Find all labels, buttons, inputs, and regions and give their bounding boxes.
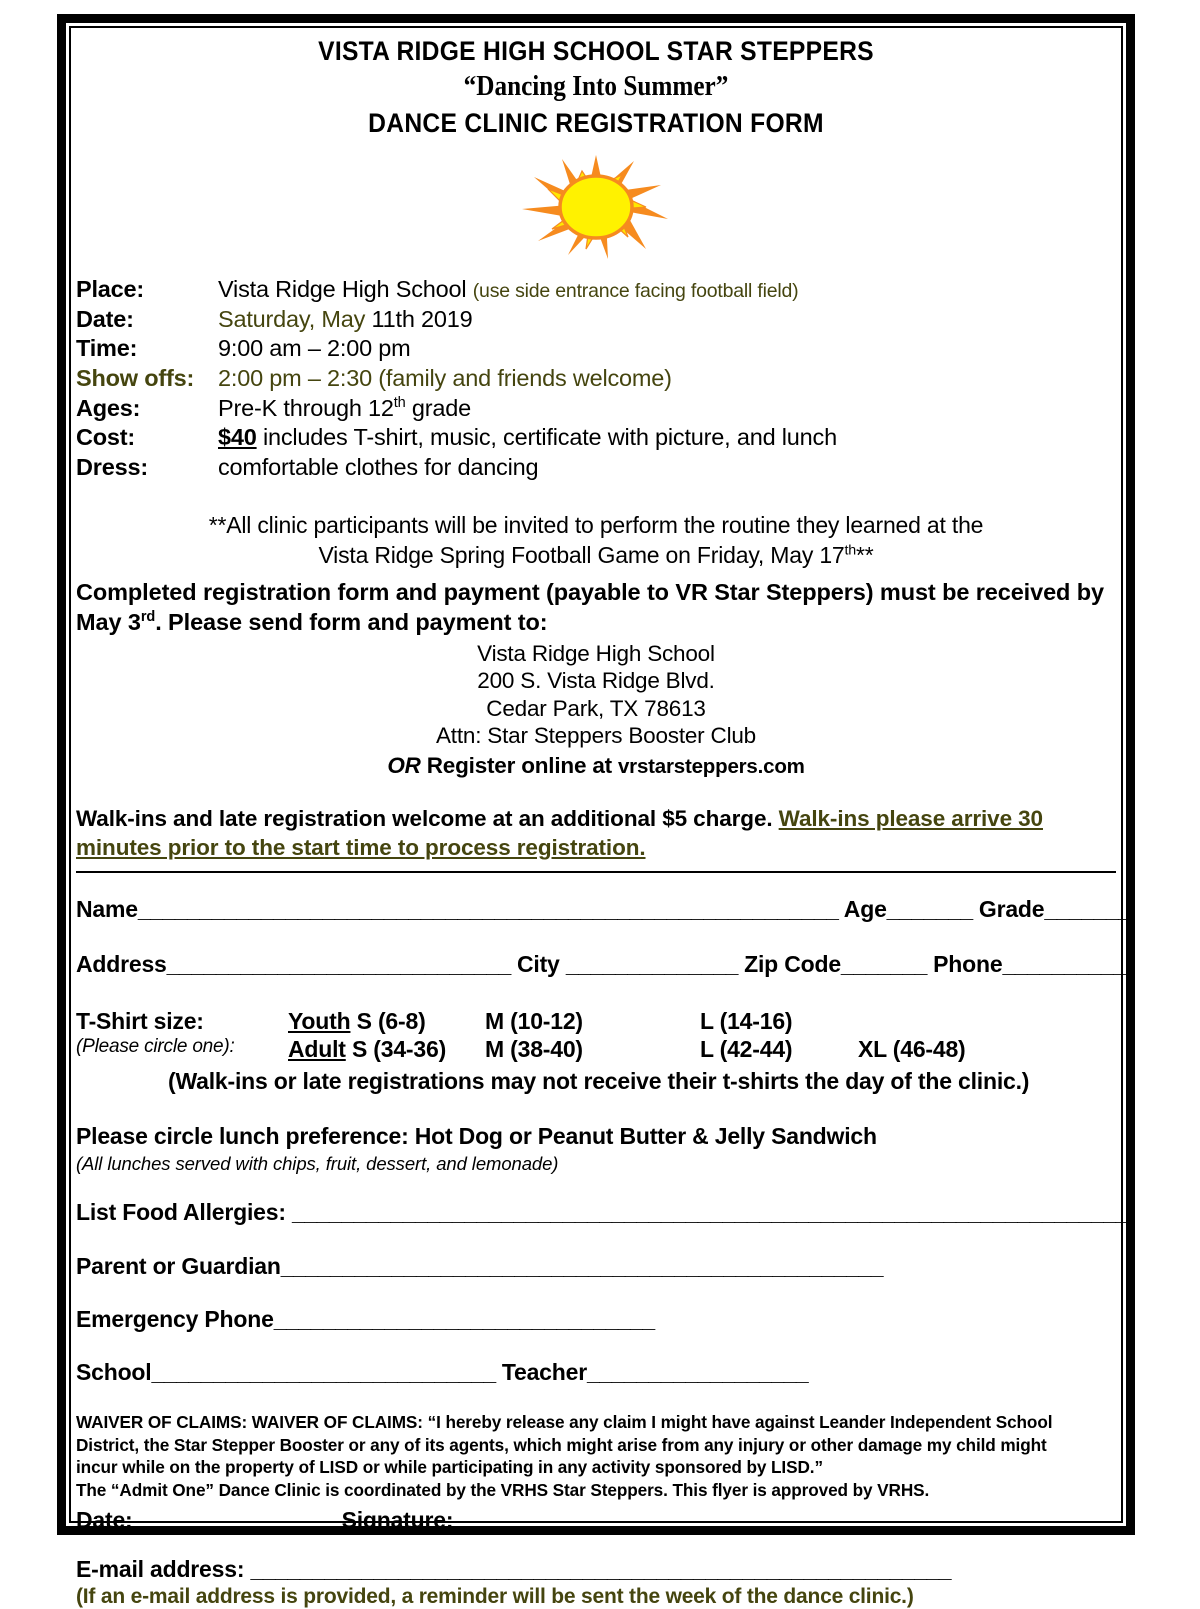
teacher-input-rule[interactable]: __________________ bbox=[586, 1359, 809, 1386]
dress-label: Dress: bbox=[76, 454, 148, 481]
title-organization: VISTA RIDGE HIGH SCHOOL STAR STEPPERS bbox=[318, 36, 874, 66]
name-label: Name bbox=[76, 895, 138, 922]
title-theme: “Dancing Into Summer” bbox=[463, 70, 729, 102]
tshirt-youth-large[interactable]: L (14-16) bbox=[700, 1008, 793, 1035]
grade-input-rule[interactable]: _______ bbox=[1044, 895, 1131, 922]
tshirt-size-section bbox=[76, 1007, 1116, 1095]
tshirt-circle-instruction: (Please circle one): bbox=[76, 1036, 235, 1058]
email-reminder-note: (If an e-mail address is provided, a reminder will be sent the week of the dance clinic.) bbox=[76, 1584, 914, 1608]
zip-input-rule[interactable]: _______ bbox=[840, 950, 927, 977]
mailing-line-school: Vista Ridge High School bbox=[477, 640, 715, 666]
performance-note bbox=[76, 511, 1116, 571]
date-label: Date: bbox=[76, 305, 134, 332]
lunch-prompt[interactable]: Please circle lunch preference: Hot Dog or Peanut Butter & Jelly Sandwich bbox=[76, 1123, 877, 1150]
time-label: Time: bbox=[76, 335, 138, 362]
tshirt-adult-row bbox=[76, 1035, 1116, 1063]
tshirt-title: T-Shirt size: bbox=[76, 1008, 204, 1035]
detail-row-place bbox=[76, 275, 1116, 305]
field-row-emergency-phone bbox=[76, 1307, 1116, 1332]
email-label: E-mail address: bbox=[76, 1555, 251, 1582]
field-row-school bbox=[76, 1360, 1116, 1385]
allergies-input-rule[interactable]: ____________________________________________________________________ bbox=[292, 1199, 1128, 1226]
mailing-line-city: Cedar Park, TX 78613 bbox=[486, 695, 706, 721]
signature-date-input-rule[interactable]: ________________ bbox=[138, 1506, 336, 1533]
field-row-parent bbox=[76, 1254, 1116, 1279]
address-label: Address bbox=[76, 950, 167, 977]
tshirt-youth-small[interactable]: Youth S (6-8) bbox=[288, 1008, 426, 1035]
cost-amount: $40 bbox=[218, 424, 257, 451]
ages-label: Ages: bbox=[76, 394, 141, 421]
cost-value: $40 includes T-shirt, music, certificate with picture, and lunch bbox=[218, 424, 837, 451]
place-note: (use side entrance facing football field) bbox=[472, 279, 799, 302]
event-details-list bbox=[76, 275, 1116, 483]
online-registration-line: OR Register online at vrstarsteppers.com bbox=[387, 752, 805, 778]
lunch-preference-section bbox=[76, 1123, 1116, 1175]
title-form-name: DANCE CLINIC REGISTRATION FORM bbox=[368, 107, 824, 138]
tshirt-adult-small[interactable]: Adult S (34-36) bbox=[288, 1036, 447, 1063]
tshirt-youth-medium[interactable]: M (10-12) bbox=[485, 1008, 583, 1035]
date-value: Saturday, May 11th 2019 bbox=[218, 305, 473, 332]
detail-row-dress bbox=[76, 453, 1116, 483]
address-input-rule[interactable]: ____________________________ bbox=[166, 950, 511, 977]
tshirt-adult-medium[interactable]: M (38-40) bbox=[485, 1036, 583, 1063]
sun-illustration-wrapper bbox=[76, 149, 1116, 261]
tshirt-adult-large[interactable]: L (42-44) bbox=[700, 1036, 793, 1063]
school-label: School bbox=[76, 1359, 152, 1386]
performance-note-line2: Vista Ridge Spring Football Game on Friday, May 17th** bbox=[318, 541, 874, 568]
field-row-name bbox=[76, 895, 1131, 922]
city-input-rule[interactable]: ______________ bbox=[565, 950, 738, 977]
parent-label: Parent or Guardian bbox=[76, 1252, 281, 1279]
waiver-line3: incur while on the property of LISD or while participating in any activity sponsored by LISD.” bbox=[76, 1457, 823, 1478]
waiver-line2: District, the Star Stepper Booster or any of its agents, which might arise from any injury or other damage my child might bbox=[76, 1434, 1047, 1455]
walkins-paragraph bbox=[76, 805, 1116, 863]
showoffs-label: Show offs: bbox=[76, 365, 195, 392]
grade-label: Grade bbox=[972, 895, 1045, 922]
waiver-of-claims-block bbox=[76, 1411, 1116, 1501]
performance-note-line1: **All clinic participants will be invited to perform the routine they learned at the bbox=[208, 511, 984, 538]
detail-row-cost bbox=[76, 423, 1116, 453]
detail-row-ages bbox=[76, 394, 1116, 424]
showoffs-value: 2:00 pm – 2:30 (family and friends welcome) bbox=[218, 365, 672, 392]
deadline-paragraph bbox=[76, 577, 1116, 638]
allergies-label: List Food Allergies: bbox=[76, 1199, 293, 1226]
deadline-line1: Completed registration form and payment (payable to VR Star Steppers) must be received by bbox=[76, 578, 1104, 605]
registration-url[interactable]: vrstarsteppers.com bbox=[617, 754, 805, 778]
waiver-line4: The “Admit One” Dance Clinic is coordinated by the VRHS Star Steppers. This flyer is approved by VRHS. bbox=[76, 1479, 930, 1500]
city-label: City bbox=[510, 950, 566, 977]
detail-row-showoffs bbox=[76, 364, 1116, 394]
place-label: Place: bbox=[76, 275, 145, 302]
field-row-signature bbox=[76, 1507, 1116, 1534]
emergency-phone-input-rule[interactable]: _______________________________ bbox=[273, 1305, 655, 1332]
name-input-rule[interactable]: _________________________________________________________ bbox=[137, 895, 839, 922]
detail-row-time bbox=[76, 334, 1116, 364]
signature-input-rule[interactable]: _____________________________________________________ bbox=[453, 1506, 1105, 1533]
school-input-rule[interactable]: ____________________________ bbox=[151, 1359, 496, 1386]
age-input-rule[interactable]: _______ bbox=[886, 895, 973, 922]
emergency-phone-label: Emergency Phone bbox=[76, 1305, 274, 1332]
sun-icon bbox=[516, 149, 676, 261]
age-label: Age bbox=[838, 895, 887, 922]
tshirt-adult-xlarge[interactable]: XL (46-48) bbox=[858, 1036, 966, 1063]
page-title bbox=[76, 34, 1116, 141]
field-row-address bbox=[76, 950, 1126, 977]
field-row-allergies bbox=[76, 1199, 1128, 1226]
ages-value: Pre-K through 12th grade bbox=[218, 394, 471, 421]
time-value: 9:00 am – 2:00 pm bbox=[218, 335, 411, 362]
waiver-line1: WAIVER OF CLAIMS: WAIVER OF CLAIMS: “I hereby release any claim I might have against Leander Independent School bbox=[76, 1411, 1053, 1432]
walkins-black-text: Walk-ins and late registration welcome at an additional $5 charge. bbox=[76, 805, 779, 831]
tshirt-youth-row bbox=[76, 1007, 1116, 1035]
detail-row-date bbox=[76, 305, 1116, 335]
section-divider bbox=[76, 871, 1116, 873]
phone-input-rule[interactable]: __________ bbox=[1002, 950, 1126, 977]
signature-label: Signature: bbox=[335, 1506, 454, 1533]
email-input-rule[interactable]: _________________________________________________________ bbox=[250, 1555, 952, 1582]
deadline-line2: May 3rd. Please send form and payment to: bbox=[76, 609, 548, 636]
mailing-line-street: 200 S. Vista Ridge Blvd. bbox=[477, 668, 715, 694]
cost-label: Cost: bbox=[76, 424, 136, 451]
place-value: Vista Ridge High School (use side entrance facing football field) bbox=[218, 275, 799, 302]
phone-label: Phone bbox=[926, 950, 1003, 977]
mailing-line-attn: Attn: Star Steppers Booster Club bbox=[435, 723, 756, 749]
mailing-address-block bbox=[76, 640, 1116, 779]
lunch-note: (All lunches served with chips, fruit, dessert, and lemonade) bbox=[76, 1153, 559, 1175]
form-content bbox=[76, 28, 1131, 1608]
signature-date-label: Date: bbox=[76, 1506, 139, 1533]
teacher-label: Teacher bbox=[495, 1359, 587, 1386]
field-row-email bbox=[76, 1556, 1116, 1583]
parent-input-rule[interactable]: _________________________________________________ bbox=[280, 1252, 884, 1279]
zip-label: Zip Code bbox=[737, 950, 841, 977]
tshirt-walkin-warning: (Walk-ins or late registrations may not receive their t-shirts the day of the clinic.) bbox=[168, 1068, 1030, 1095]
dress-value: comfortable clothes for dancing bbox=[218, 454, 539, 481]
walkins-olive-text: Walk-ins please arrive 30 minutes prior to the start time to process registration. bbox=[76, 805, 1043, 860]
